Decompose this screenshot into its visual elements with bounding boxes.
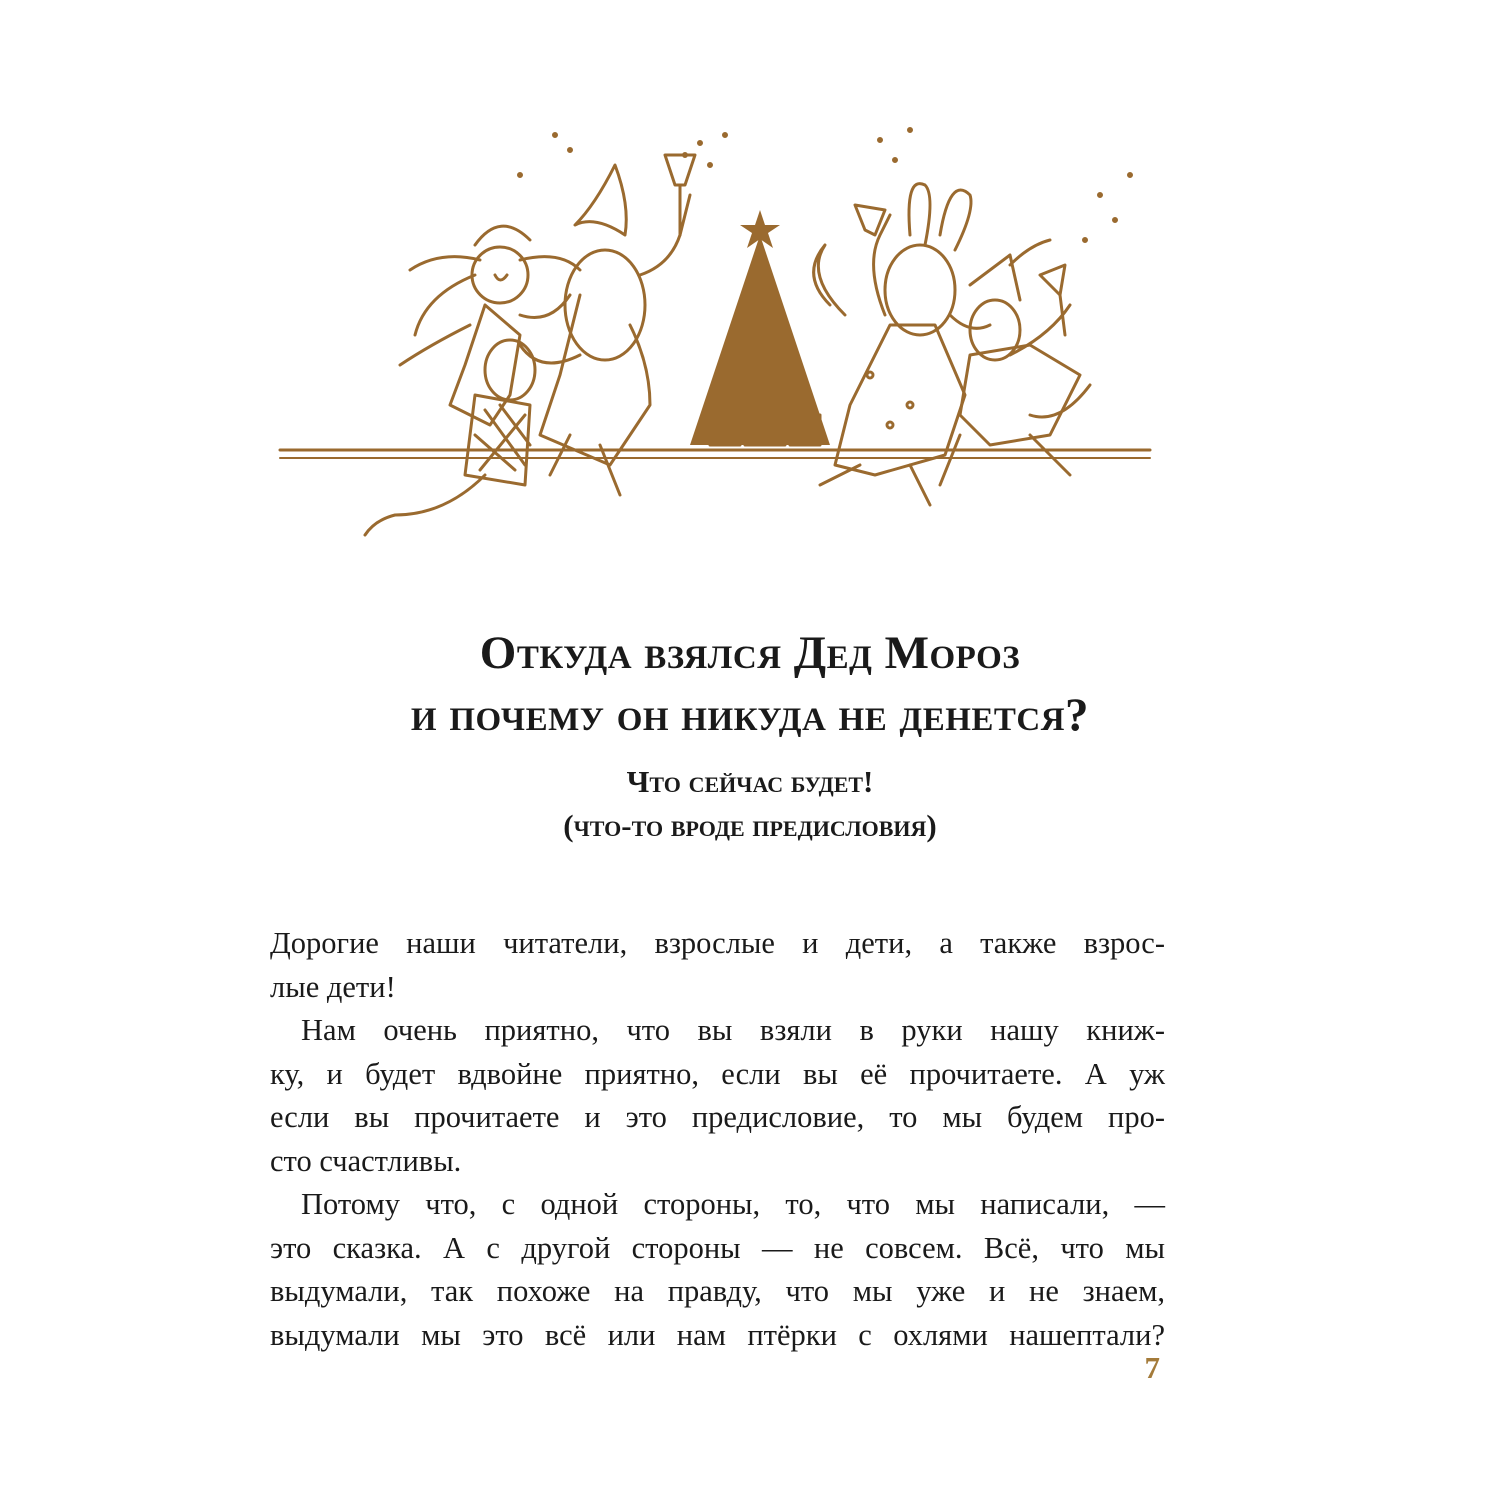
paragraph [270, 1009, 1165, 1183]
text-line: ку, и будет вдвойне приятно, если вы её прочитаете. А уж [270, 1056, 1165, 1091]
chapter-title-line-2: и почему он никуда не денется? [410, 689, 1090, 741]
text-line: выдумали, так похоже на правду, что мы уже и не знаем, [270, 1274, 1165, 1308]
new-year-party-illustration-icon [270, 115, 1160, 565]
page-number: 7 [1144, 1350, 1160, 1385]
text-line: Потому что, с одной стороны, то, что мы написали, — [301, 1187, 1165, 1221]
chapter-subtitle-line-1: Что сейчас будет! [626, 764, 874, 799]
text-line: лые дети! [270, 969, 396, 1004]
chapter-title-line-1: Откуда взялся Дед Мороз [479, 627, 1021, 679]
chapter-title [200, 622, 1300, 746]
text-line: это сказка. А с другой стороны — не совсем. Всё, что мы [270, 1230, 1165, 1265]
new-year-party-illustration [270, 115, 1160, 565]
text-line: выдумали мы это всё или нам птёрки с охлями нашептали? [270, 1317, 1165, 1352]
text-line: Дорогие наши читатели, взрослые и дети, а также взрос- [270, 926, 1165, 960]
text-line: если вы прочитаете и это предисловие, то мы будем про- [270, 1100, 1165, 1134]
body-text [270, 922, 1165, 1357]
text-line: Нам очень приятно, что вы взяли в руки нашу книж- [301, 1013, 1165, 1047]
chapter-subtitle-line-2: (что-то вроде предисловия) [563, 808, 937, 843]
paragraph [270, 922, 1165, 1009]
paragraph [270, 1183, 1165, 1357]
chapter-subtitle [200, 760, 1300, 848]
text-line: сто счастливы. [270, 1143, 462, 1178]
